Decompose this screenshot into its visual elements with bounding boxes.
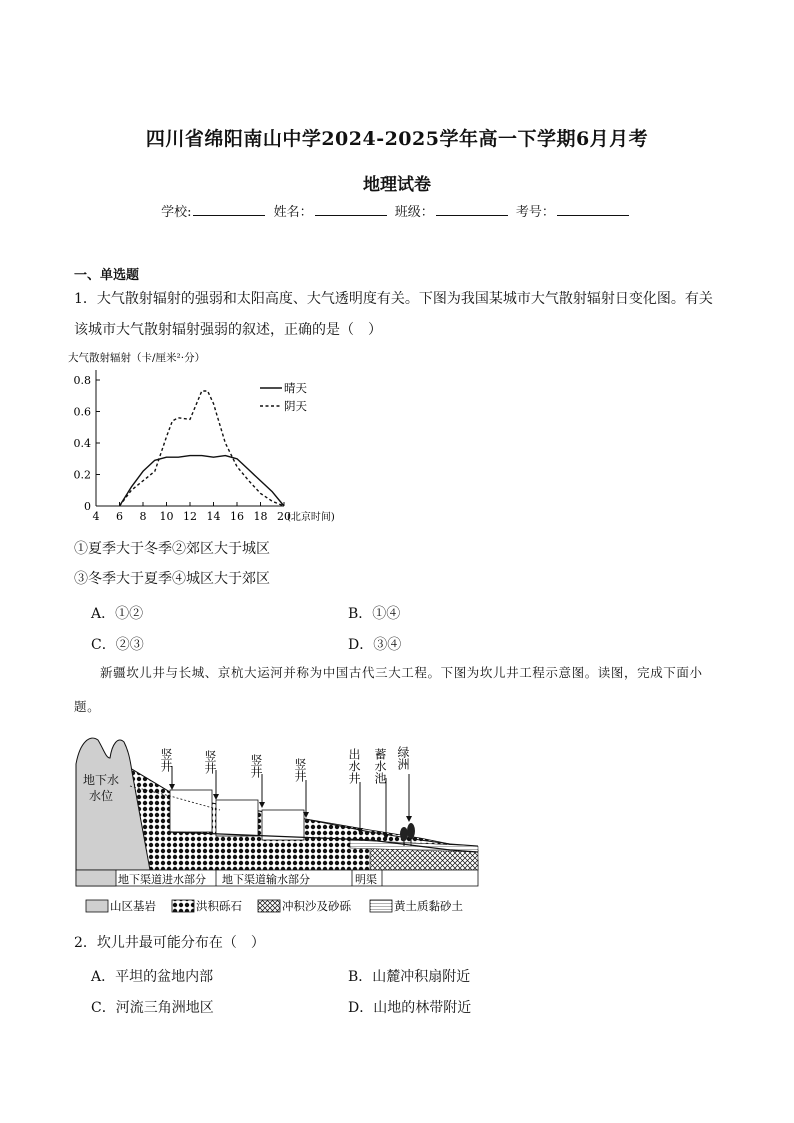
section-intake: 地下渠道进水部分 [118,873,206,886]
q1-stem: 1．大气散射辐射的强弱和太阳高度、大气透明度有关。下图为我国某城市大气散射辐射日变化图。有关该城市大气散射辐射强弱的叙述，正确的是（ ） [74,291,713,338]
shaft-label-2: 竖井 [203,750,217,774]
q1-option-c[interactable] [91,634,144,654]
x-tick-label: 8 [139,510,147,523]
reservoir-label: 蓄水池 [373,748,387,784]
q2-stem: 2．坎儿井最可能分布在（ ） [74,935,265,951]
q2-option-d[interactable] [348,997,471,1017]
x-tick-label: 14 [206,510,221,523]
oasis-label: 绿洲 [396,746,410,770]
option-letter: A． [91,606,116,622]
x-tick-label: 16 [230,510,244,523]
y-tick-label: 0 [84,500,91,513]
option-text: ②③ [115,637,144,653]
option-letter: B． [348,969,373,985]
option-text: ①② [115,606,144,622]
q1-statements-1: ①夏季大于冬季②郊区大于城区 [74,541,270,557]
option-letter: C． [91,637,116,653]
option-text: 山地的林带附近 [373,1000,472,1016]
option-letter: A． [91,969,116,985]
groundwater-label: 地下水水位 [82,773,119,803]
option-text: 山麓冲积扇附近 [372,969,471,985]
exam-subtitle: 地理试卷 [363,175,431,195]
option-text: ③④ [373,637,402,653]
legend-alluvial: 冲积沙及砂砾 [282,899,351,913]
x-tick-label: 20 [277,510,291,523]
q1-statements-2: ③冬季大于夏季④城区大于郊区 [74,571,270,587]
class-blank[interactable] [436,203,508,216]
q2-option-c[interactable] [91,997,214,1017]
outlet-well-label: 出水井 [347,748,361,784]
name-label: 姓名： [273,205,313,220]
number-blank[interactable] [557,203,629,216]
section-open-channel: 明渠 [355,873,377,886]
option-letter: B． [348,606,373,622]
shaft-label-4: 竖井 [293,758,307,782]
x-tick-label: 10 [159,510,174,523]
school-label: 学校: [161,205,192,220]
q1-option-b[interactable] [348,603,400,623]
diagram-legend [86,899,463,913]
q2-intro: 新疆坎儿井与长城、京杭大运河并称为中国古代三大工程。下图为坎儿井工程示意图。读图，完成下面小题。 [74,665,703,714]
school-blank[interactable] [193,203,265,216]
shaft-label-3: 竖井 [249,754,263,778]
section-heading: 一、单选题 [74,268,140,283]
option-text: ①④ [372,606,401,622]
legend-cloudy-label: 阴天 [284,399,307,413]
y-tick-label: 0.4 [73,437,91,450]
scatter-radiation-chart [62,348,362,528]
class-label: 班级： [394,205,434,220]
number-label: 考号： [515,205,555,220]
legend-loess: 黄土质黏砂土 [394,899,463,913]
exam-title: 四川省绵阳南山中学2024-2025学年高一下学期6月月考 [145,128,649,150]
chart-xlabel: (北京时间) [287,512,335,523]
legend-sunny-label: 晴天 [284,381,307,395]
q2-option-b[interactable] [348,966,470,986]
x-tick-label: 4 [92,510,100,523]
q2-option-a[interactable] [91,966,213,986]
x-tick-label: 18 [253,510,268,523]
option-letter: D． [348,1000,374,1016]
option-letter: C． [91,1000,116,1016]
student-info-line [0,201,794,220]
legend-gravel: 洪积砾石 [196,899,242,913]
y-tick-label: 0.8 [73,374,91,387]
option-letter: D． [348,637,374,653]
chart-legend [260,381,307,413]
name-blank[interactable] [315,203,387,216]
y-tick-label: 0.6 [73,405,91,419]
chart-ylabel: 大气散射辐射（卡/厘米²·分） [68,352,206,364]
option-text: 河流三角洲地区 [115,1000,214,1016]
series-line-cloudy [120,391,285,506]
section-conveyance: 地下渠道输水部分 [222,873,310,886]
x-tick-label: 12 [183,510,197,523]
y-tick-label: 0.2 [73,468,91,482]
q1-option-a[interactable] [91,603,143,623]
q1-option-d[interactable] [348,634,401,654]
shaft-label-1: 竖井 [159,748,173,772]
x-tick-label: 6 [116,510,123,523]
groundwater-label-box [78,772,124,812]
series-line-sunny [120,456,285,506]
legend-bedrock: 山区基岩 [110,899,156,913]
option-text: 平坦的盆地内部 [115,969,214,985]
section-bar-bedrock [76,870,116,886]
karez-diagram [70,728,485,920]
